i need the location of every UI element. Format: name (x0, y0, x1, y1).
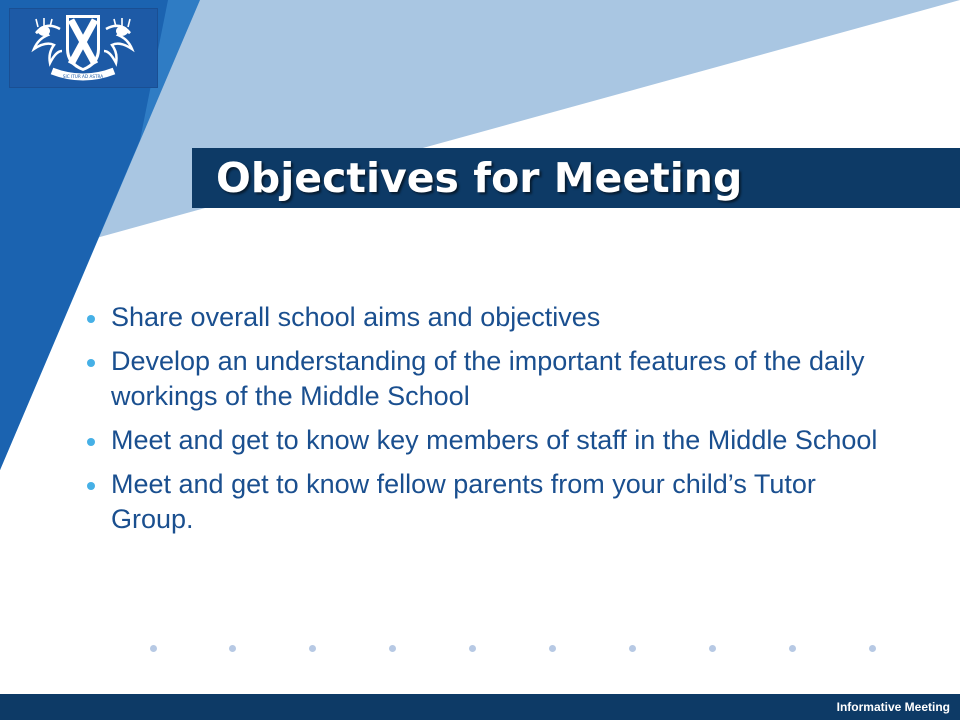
school-logo (9, 8, 158, 88)
list-item (85, 423, 895, 458)
logo-motto: SIC ITUR AD ASTRA (62, 74, 104, 79)
list-item (85, 344, 895, 414)
slide-title: Objectives for Meeting (216, 154, 743, 202)
decorative-dot (229, 645, 236, 652)
bullet-text: Meet and get to know key members of staff in the Middle School (111, 425, 878, 455)
bullet-dot-icon (87, 438, 95, 446)
decorative-dot (150, 645, 157, 652)
bullet-text: Develop an understanding of the important features of the daily workings of the Middle School (111, 346, 865, 411)
footer-label: Informative Meeting (836, 700, 950, 714)
bullet-text: Meet and get to know fellow parents from your child’s Tutor Group. (111, 469, 816, 534)
footer-bar (0, 694, 960, 720)
objectives-list (85, 300, 895, 546)
bullet-dot-icon (87, 482, 95, 490)
decorative-dot (869, 645, 876, 652)
list-item (85, 300, 895, 335)
bullet-text: Share overall school aims and objectives (111, 302, 601, 332)
decorative-dot (469, 645, 476, 652)
bullet-dot-icon (87, 359, 95, 367)
decorative-dot-row (140, 638, 890, 662)
decorative-dot (629, 645, 636, 652)
decorative-dot (709, 645, 716, 652)
decorative-dot (789, 645, 796, 652)
list-item (85, 467, 895, 537)
bullet-dot-icon (87, 315, 95, 323)
decorative-dot (549, 645, 556, 652)
saltire-thistle-crest-icon (10, 9, 157, 87)
title-bar (192, 148, 960, 208)
decorative-dot (389, 645, 396, 652)
decorative-dot (309, 645, 316, 652)
